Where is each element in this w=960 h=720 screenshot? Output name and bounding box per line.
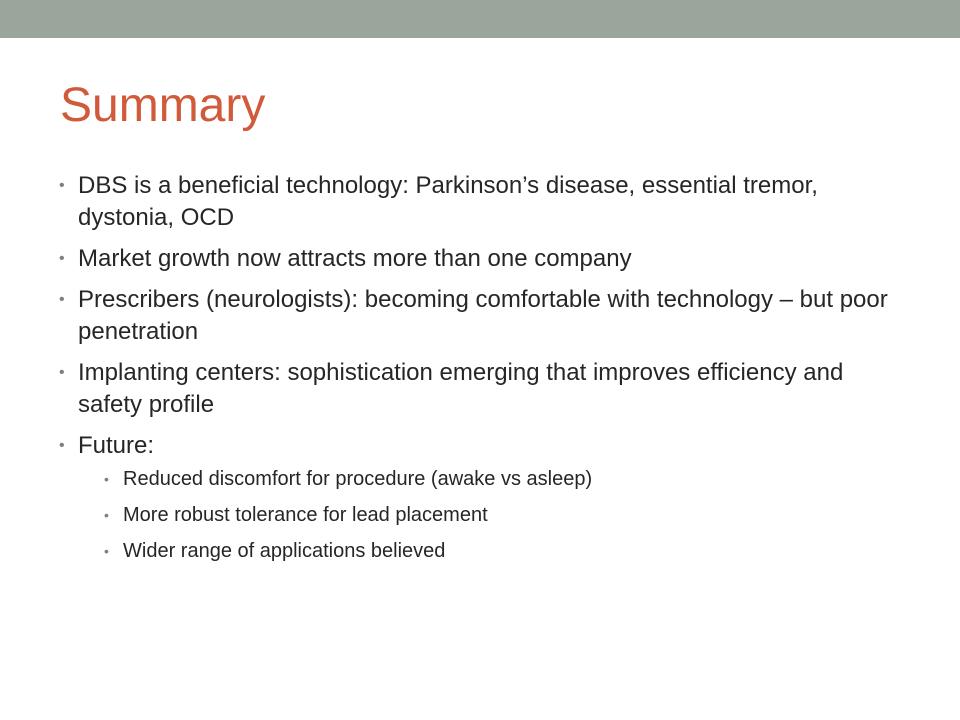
bullet-text: Future: xyxy=(78,432,155,459)
sub-bullet-item: • Wider range of applications believed xyxy=(104,538,900,564)
sub-bullet-list xyxy=(78,466,900,564)
bullet-item-future xyxy=(60,430,900,564)
bullet-text: DBS is a beneficial technology: Parkinson’s disease, essential tremor, dystonia, OCD xyxy=(78,172,818,231)
sub-bullet-item: • More robust tolerance for lead placement xyxy=(104,502,900,528)
bullet-list xyxy=(60,170,900,574)
bullet-item xyxy=(60,284,900,348)
bullet-text: Prescribers (neurologists): becoming comfortable with technology – but poor penetration xyxy=(78,286,888,345)
slide-title: Summary xyxy=(60,79,266,132)
top-accent-bar xyxy=(0,0,960,38)
bullet-text: Market growth now attracts more than one company xyxy=(78,245,632,272)
bullet-item xyxy=(60,170,900,234)
bullet-item xyxy=(60,357,900,421)
bullet-item xyxy=(60,243,900,275)
bullet-text: Implanting centers: sophistication emerging that improves efficiency and safety profile xyxy=(78,359,844,418)
sub-bullet-item: • Reduced discomfort for procedure (awake vs asleep) xyxy=(104,466,900,492)
